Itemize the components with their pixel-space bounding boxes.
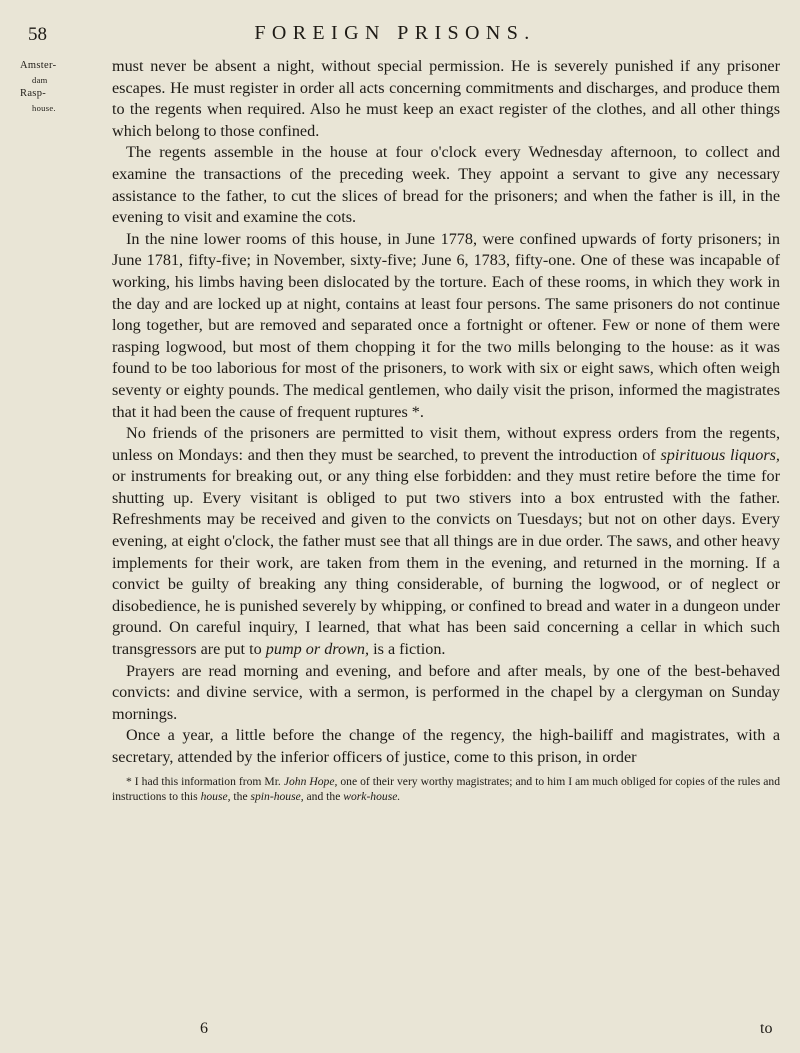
page-number: 58 — [28, 24, 47, 45]
paragraph — [112, 56, 780, 142]
footnote-italic: house, — [200, 789, 231, 803]
paragraph-text: is a fiction. — [369, 640, 446, 659]
footnote-text: the — [230, 789, 251, 803]
signature-mark: 6 — [200, 1020, 208, 1037]
paragraph — [112, 142, 780, 228]
paragraph-text: In the nine lower rooms of this house, in June 1778, were confined upwards of forty prisoners; in June 1781, fifty-five; in November, sixty-five; June 6, 1783, fifty-one. One of these was incapable of working, his limbs having been dislocated by the torture. Each of these rooms, in which they work in the day and are locked up at night, contains at least four persons. The same prisoners do not continue long together, but are removed and separated once a fortnight or oftener. Few or none of them were rasping logwood, but most of them chopping it for the two mills belonging to the house: as it was found to be too laborious for most of the prisoners, to work with six or eight saws, which often weigh seventy or eighty pounds. The medical gentlemen, who daily visit the prison, informed the magistrates that it had been the cause of frequent ruptures *. — [112, 229, 780, 421]
paragraph — [112, 661, 780, 726]
margin-note-line: Amster- — [20, 60, 57, 71]
margin-note-line: dam — [32, 75, 48, 85]
running-title: FOREIGN PRISONS. — [254, 22, 536, 44]
paragraph-text: The regents assemble in the house at four o'clock every Wednesday afternoon, to collect and examine the transactions of the preceding week. They appoint a servant to give any necessary assistance to the father, to cut the slices of bread for the prisoners; and when the father is ill, in the evening to visit and examine the cots. — [112, 143, 780, 227]
footnote-text: and the — [303, 789, 344, 803]
paragraph-text: Once a year, a little before the change of the regency, the high-bailiff and magistrates, with a secretary, attended by the inferior officers of justice, come to this prison, in order — [112, 726, 780, 766]
paragraph-text: must never be absent a night, without special permission. He is severely punished if any prisoner escapes. He must register in order all acts concerning commitments and discharges, and produce them to the regents when required. Also he must keep an exact register of the clothes, and all other things which belong to those confined. — [112, 57, 780, 140]
paragraph — [112, 725, 780, 768]
page-footer — [0, 1020, 800, 1044]
footnote-italic: John Hope, — [283, 774, 338, 788]
paragraph-text: Prayers are read morning and evening, and before and after meals, by one of the best-behaved convicts: and divine service, with a sermon, is performed in the chapel by a clergyman on Sunday mornings. — [112, 661, 780, 723]
paragraph — [112, 423, 780, 661]
italic-phrase: pump or drown, — [265, 640, 370, 659]
page-header — [0, 22, 800, 52]
paragraph-text: No friends of the prisoners are permitted to visit them, without express orders from the regents, unless on Mondays: and then they must be searched, to prevent the introduction of — [112, 424, 780, 464]
margin-note — [20, 59, 80, 115]
catchword: to — [760, 1020, 773, 1037]
paragraph-text: or instruments for breaking out, or any thing else forbidden: and they must retire before the time for shutting up. Every visitant is obliged to put two stivers into a box entrusted with the father. Refreshments may be received and given to the convicts on Tuesdays; but not on other days. Every evening, at eight o'clock, the father must see that all things are in due order. The saws, and other heavy implements for their work, are taken from them in the evening, and returned in the morning. If a convict be guilty of breaking any thing considerable, of burning the logwood, or of neglect or disobedience, he is punished severely by whipping, or confined to bread and water in a dungeon under ground. On careful inquiry, I learned, that what has been said concerning a cellar in which such transgressors are put to — [112, 467, 780, 659]
footnote-italic: spin-house, — [250, 789, 304, 803]
footnote-text: * I had this information from Mr. — [126, 774, 284, 788]
body-text — [112, 56, 780, 815]
margin-note-line: Rasp- — [20, 88, 47, 99]
footnote-italic: work-house. — [343, 789, 401, 803]
footnote-text: one of their very worthy magistrates; and to him I am much obliged for copies of the rules and instructions to this — [112, 774, 780, 803]
margin-note-line: house. — [32, 103, 56, 113]
italic-phrase: spirituous liquors, — [660, 445, 780, 464]
footnote — [112, 774, 780, 804]
paragraph — [112, 229, 780, 423]
